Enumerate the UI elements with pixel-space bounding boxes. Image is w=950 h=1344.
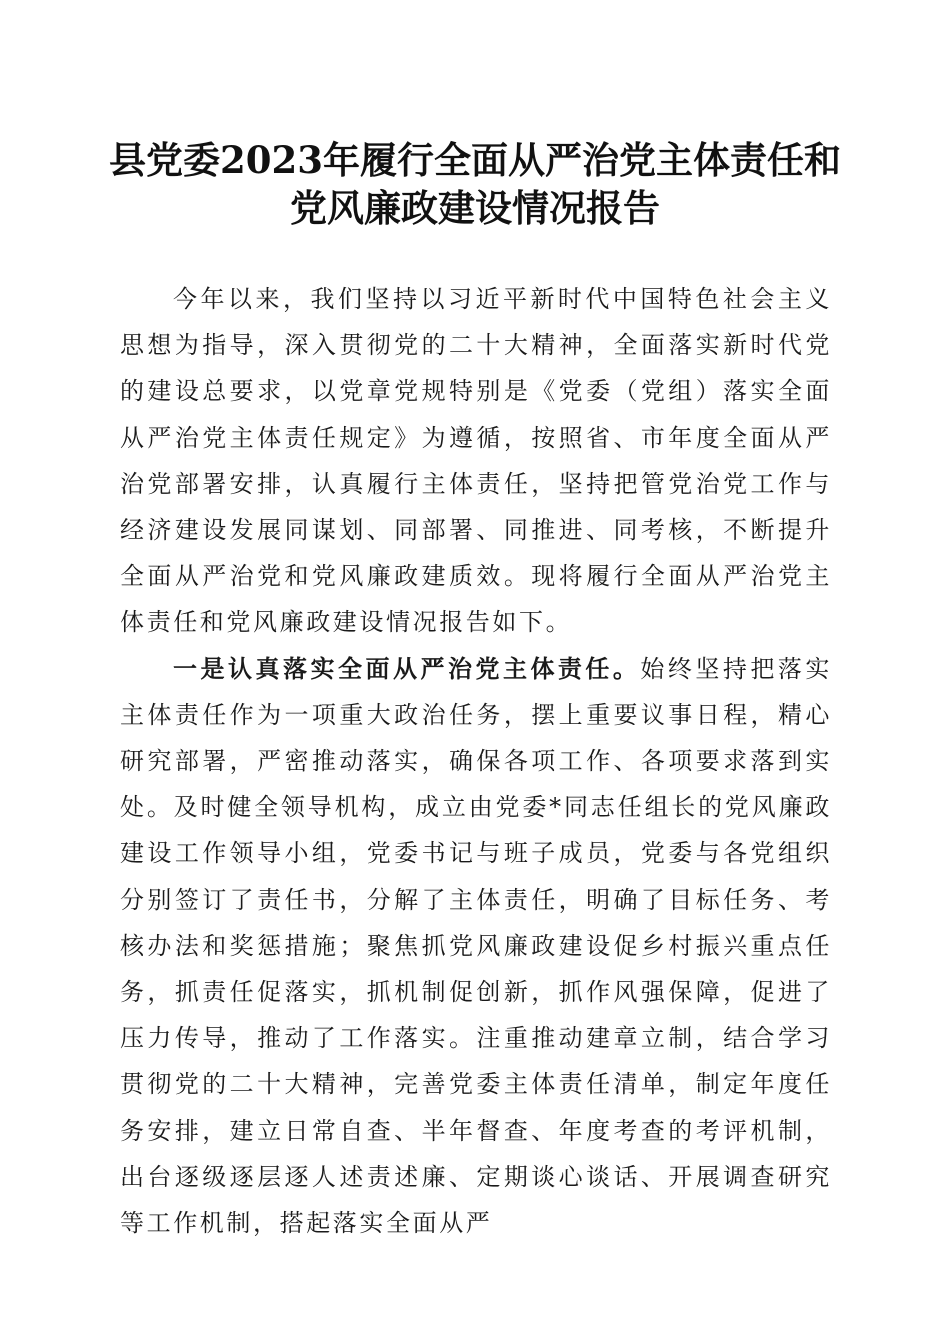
title-line-1: 县党委2023年履行全面从严治党主体责任和 <box>109 138 841 182</box>
document-body <box>120 276 832 1246</box>
intro-paragraph-text: 今年以来，我们坚持以习近平新时代中国特色社会主义思想为指导，深入贯彻党的二十大精神，全面落实新时代党的建设总要求，以党章党规特别是《党委（党组）落实全面从严治党主体责任规定》为遵循，按照省、市年度全面从严治党部署安排，认真履行主体责任，坚持把管党治党工作与经济建设发展同谋划、同部署、同推进、同考核，不断提升全面从严治党和党风廉政建质效。现将履行全面从严治党主体责任和党风廉政建设情况报告如下。 <box>120 285 832 637</box>
section-one-text: 始终坚持把落实主体责任作为一项重大政治任务，摆上重要议事日程，精心研究部署，严密推动落实，确保各项工作、各项要求落到实处。及时健全领导机构，成立由党委*同志任组长的党风廉政建设工作领导小组，党委书记与班子成员，党委与各党组织分别签订了责任书，分解了主体责任，明确了目标任务、考核办法和奖惩措施；聚焦抓党风廉政建设促乡村振兴重点任务，抓责任促落实，抓机制促创新，抓作风强保障，促进了压力传导，推动了工作落实。注重推动建章立制，结合学习贯彻党的二十大精神，完善党委主体责任清单，制定年度任务安排，建立日常自查、半年督查、年度考查的考评机制，出台逐级逐层逐人述责述廉、定期谈心谈话、开展调查研究等工作机制，搭起落实全面从严 <box>120 654 832 1238</box>
title-line-2: 党风廉政建设情况报告 <box>290 186 660 230</box>
section-one-paragraph <box>120 646 832 1247</box>
section-one-heading: 一是认真落实全面从严治党主体责任。 <box>173 653 641 683</box>
intro-paragraph <box>120 276 832 646</box>
document-title <box>0 136 950 232</box>
